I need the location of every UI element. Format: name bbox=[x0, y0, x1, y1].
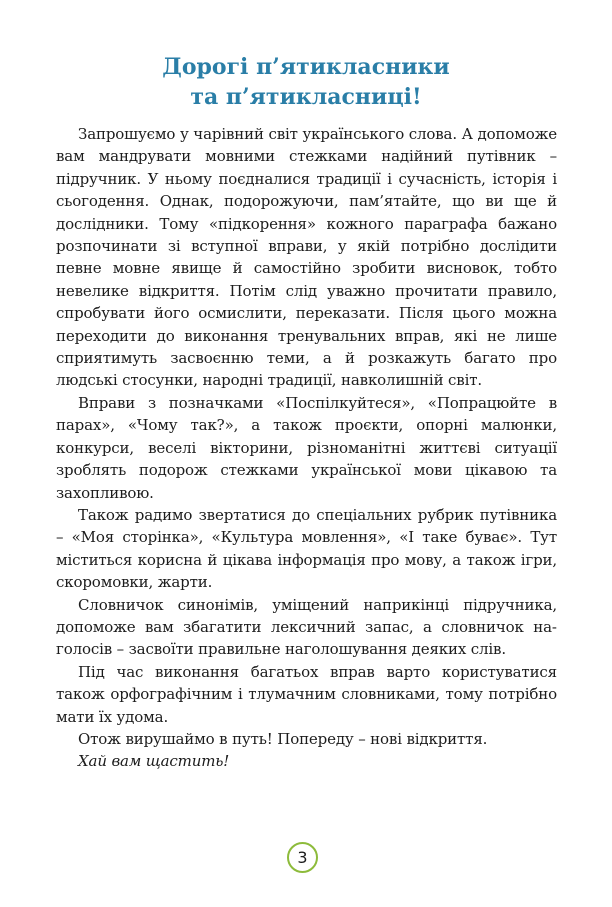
body-text bbox=[56, 123, 557, 773]
page-title-line-1: Дорогі п’ятикласники bbox=[162, 54, 450, 80]
page-number bbox=[287, 842, 318, 873]
page-title-line-2: та п’ятикласниці! bbox=[190, 84, 422, 110]
paragraph-exercises: Вправи з позначками «Поспілкуйтеся», «Попрацюйте в парах», «Чому так?», а також проєкти, опорні малюнки, конкурси, веселі вікторини, різноманітні життєві ситуації зроблять подорож стежками української мови цікавою та захопливою. bbox=[56, 393, 557, 502]
paragraph-dictionary: Словничок синонімів, уміщений наприкінці підручника, допоможе вам збагатити лексичний запас, а словничок наголосів – засвоїти правильне наголошування деяких слів. bbox=[56, 595, 557, 659]
paragraph-lets-go: Отож вирушаймо в путь! Попереду – нові відкриття. bbox=[78, 729, 488, 748]
page-title bbox=[0, 52, 612, 112]
paragraph-dictionaries-advice: Під час виконання багатьох вправ варто користуватися також орфографічним і тлумачним словниками, тому потрібно мати їх удома. bbox=[56, 662, 557, 726]
page-number-value: 3 bbox=[297, 848, 308, 867]
paragraph-rubrics: Також радимо звертатися до спеціальних рубрик путівника – «Моя сторінка», «Культура мовлення», «І таке буває». Тут міститься корисна й цікава інформація про мову, а також ігри, скоромовки, жарти. bbox=[56, 505, 557, 592]
closing-wish: Хай вам щастить! bbox=[78, 752, 230, 771]
paragraph-intro: Запрошуємо у чарівний світ українського слова. А допоможе вам мандрувати мовними стежками надійний путівник – підручник. У ньому поєдналися традиції і сучасність, історія і сьогодення. Однак, подорожуючи, пам’ятайте, що ви ще й дослідники. Тому «підкорення» кожного параграфа бажано розпочинати зі вступної вправи, у якій потрібно дослідити певне мовне явище й самостійно зробити висновок, тобто невелике відкриття. Потім слід уважно прочитати правило, спробувати його осмислити, переказати. Після цього можна переходити до виконання тренувальних вправ, які не лише сприятимуть засвоєнню теми, а й розкажуть багато про людські стосунки, народні традиції, навколишній світ. bbox=[56, 125, 557, 390]
